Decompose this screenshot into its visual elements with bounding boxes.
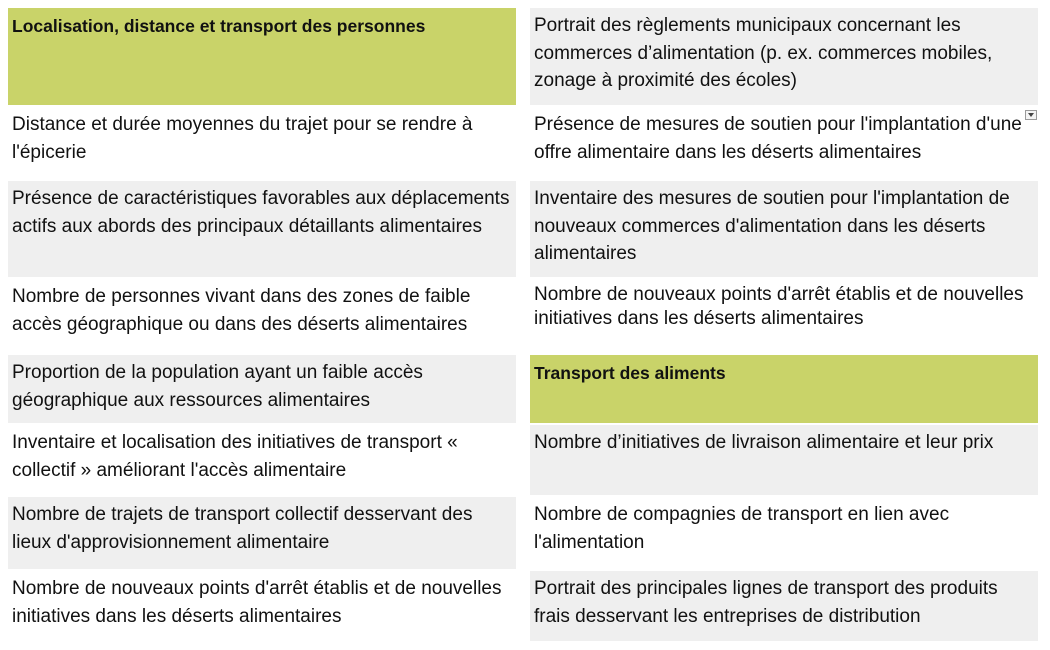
table-row: Nombre de nouveaux points d'arrêt établis et de nouvelles initiatives dans les déserts alimentaires — [8, 571, 516, 641]
section-header-localisation: Localisation, distance et transport des personnes — [8, 8, 516, 105]
table-row: Nombre d’initiatives de livraison alimentaire et leur prix — [530, 425, 1038, 495]
table-row: Présence de mesures de soutien pour l'implantation d'une offre alimentaire dans les déserts alimentaires — [530, 107, 1038, 179]
table-row: Présence de caractéristiques favorables aux déplacements actifs aux abords des principaux détaillants alimentaires — [8, 181, 516, 277]
table-row: Distance et durée moyennes du trajet pour se rendre à l'épicerie — [8, 107, 516, 179]
table-row: Proportion de la population ayant un faible accès géographique aux ressources alimentaires — [8, 355, 516, 423]
table-row: Nombre de nouveaux points d'arrêt établis et de nouvelles initiatives dans les déserts alimentaires — [530, 279, 1038, 353]
table-row: Portrait des principales lignes de transport des produits frais desservant les entreprises de distribution — [530, 571, 1038, 641]
section-header-transport: Transport des aliments — [530, 355, 1038, 423]
table-row: Nombre de compagnies de transport en lien avec l'alimentation — [530, 497, 1038, 569]
table-row: Inventaire et localisation des initiatives de transport « collectif » améliorant l'accès alimentaire — [8, 425, 516, 497]
table-row: Portrait des règlements municipaux concernant les commerces d’alimentation (p. ex. commerces mobiles, zonage à proximité des écoles) — [530, 8, 1038, 105]
table-row: Inventaire des mesures de soutien pour l'implantation de nouveaux commerces d'alimentation dans les déserts alimentaires — [530, 181, 1038, 277]
chevron-down-icon[interactable] — [1025, 110, 1037, 120]
table-row: Nombre de trajets de transport collectif desservant des lieux d'approvisionnement alimentaire — [8, 497, 516, 569]
table-row: Nombre de personnes vivant dans des zones de faible accès géographique ou dans des déserts alimentaires — [8, 279, 516, 353]
